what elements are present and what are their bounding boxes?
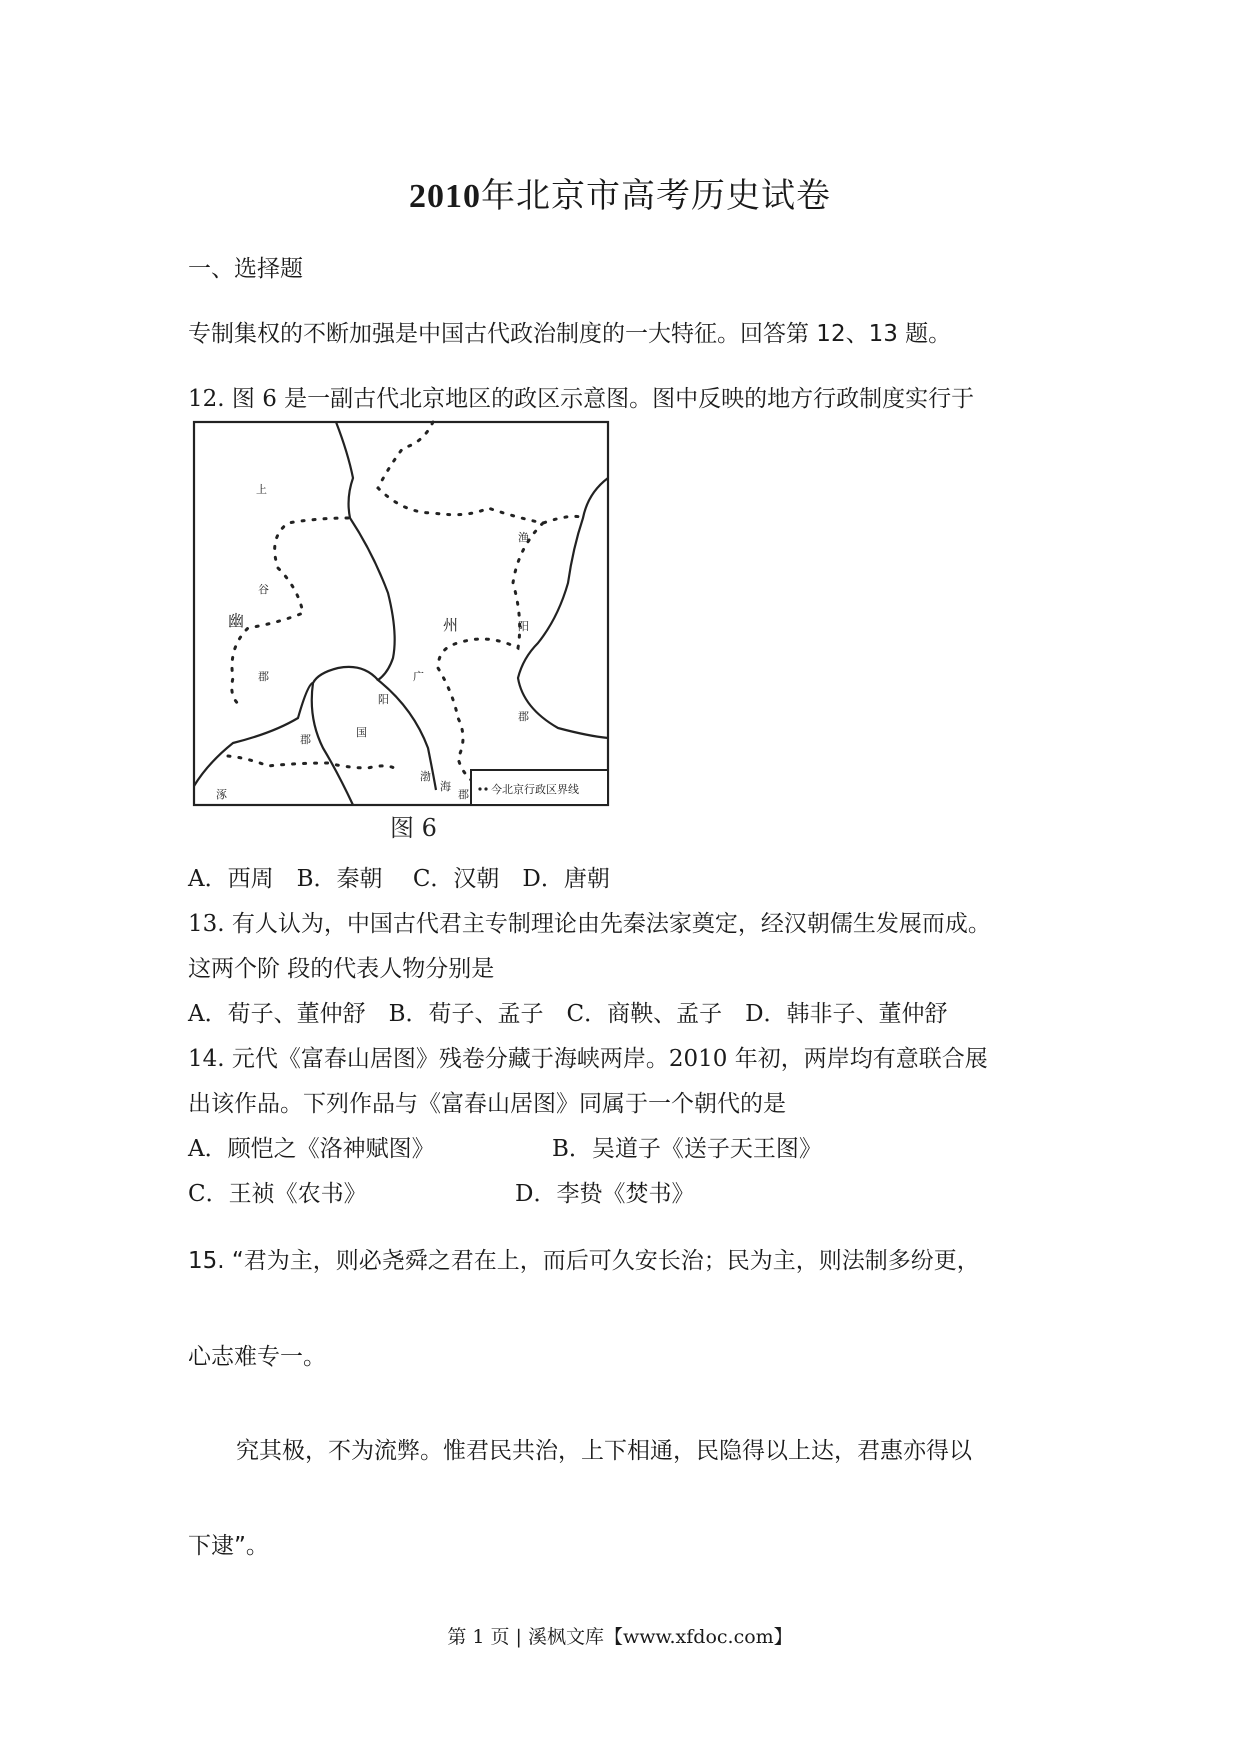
map-label: 郡: [300, 733, 311, 746]
page-footer: 第 1 页 | 溪枫文库【www.xfdoc.com】: [447, 1626, 793, 1648]
map-label: 谷: [258, 583, 269, 596]
q14-option-a: A．顾恺之《洛神赋图》: [188, 1136, 435, 1162]
map-svg: [188, 418, 618, 843]
title-text: 年北京市高考历史试卷: [481, 176, 831, 216]
q12-options: A．西周 B．秦朝 C．汉朝 D．唐朝: [188, 866, 610, 892]
map-figure: [188, 418, 618, 843]
map-frame: [194, 422, 608, 805]
q13-stem-line1: 13. 有人认为，中国古代君主专制理论由先秦法家奠定，经汉朝儒生发展而成。: [188, 911, 991, 937]
map-label: 海: [440, 780, 451, 793]
map-legend-text: 今北京行政区界线: [491, 783, 579, 796]
map-dotted-line: [378, 422, 583, 523]
map-label: 郡: [518, 710, 529, 723]
map-legend-dot: [478, 787, 481, 790]
map-label: 郡: [458, 788, 469, 801]
figure-caption: 图 6: [390, 814, 437, 842]
q13-options: A．荀子、董仲舒 B．荀子、孟子 C．商鞅、孟子 D．韩非子、董仲舒: [188, 1001, 948, 1027]
q14-option-d: D．李贽《焚书》: [515, 1181, 695, 1207]
map-label: 涿: [216, 788, 227, 801]
map-label: 阳: [518, 620, 529, 633]
q15-line3: 究其极，不为流弊。惟君民共治，上下相通，民隐得以上达，君惠亦得以: [236, 1438, 972, 1464]
map-label: 幽: [228, 611, 245, 630]
map-boundary-line: [312, 683, 353, 805]
q14-stem-line1: 14. 元代《富春山居图》残卷分藏于海峡两岸。2010 年初，两岸均有意联合展: [188, 1046, 988, 1072]
q14-option-b: B．吴道子《送子天王图》: [552, 1136, 822, 1162]
map-label: 广: [413, 670, 424, 683]
page-title: [0, 168, 1240, 217]
intro-text: 专制集权的不断加强是中国古代政治制度的一大特征。回答第 12、13 题。: [188, 321, 952, 347]
map-label: 阳: [378, 693, 389, 706]
map-label: 国: [356, 726, 367, 739]
title-year: 2010: [409, 178, 481, 215]
map-boundary-line: [518, 478, 608, 738]
map-legend-dot: [484, 787, 487, 790]
map-label: 渔: [518, 531, 529, 544]
map-dotted-line: [228, 756, 398, 770]
q15-line2: 心志难专一。: [188, 1344, 326, 1370]
section-heading: 一、选择题: [188, 256, 303, 282]
q14-option-c: C．王祯《农书》: [188, 1181, 367, 1207]
q13-stem-line2: 这两个阶 段的代表人物分别是: [188, 956, 495, 982]
map-label: 州: [443, 616, 459, 634]
map-boundary-line: [336, 422, 436, 790]
q12-stem: 12. 图 6 是一副古代北京地区的政区示意图。图中反映的地方行政制度实行于: [188, 386, 975, 412]
map-boundary-line: [194, 667, 378, 786]
q14-stem-line2: 出该作品。下列作品与《富春山居图》同属于一个朝代的是: [188, 1091, 786, 1117]
map-label: 上: [256, 483, 267, 496]
q15-line1: 15. “君为主，则必尧舜之君在上，而后可久安长治；民为主，则法制多纷更，: [188, 1248, 980, 1274]
q15-line4: 下逮”。: [188, 1533, 269, 1559]
map-label: 渤: [420, 770, 431, 783]
map-dotted-line: [232, 518, 348, 708]
map-label: 郡: [258, 670, 269, 683]
